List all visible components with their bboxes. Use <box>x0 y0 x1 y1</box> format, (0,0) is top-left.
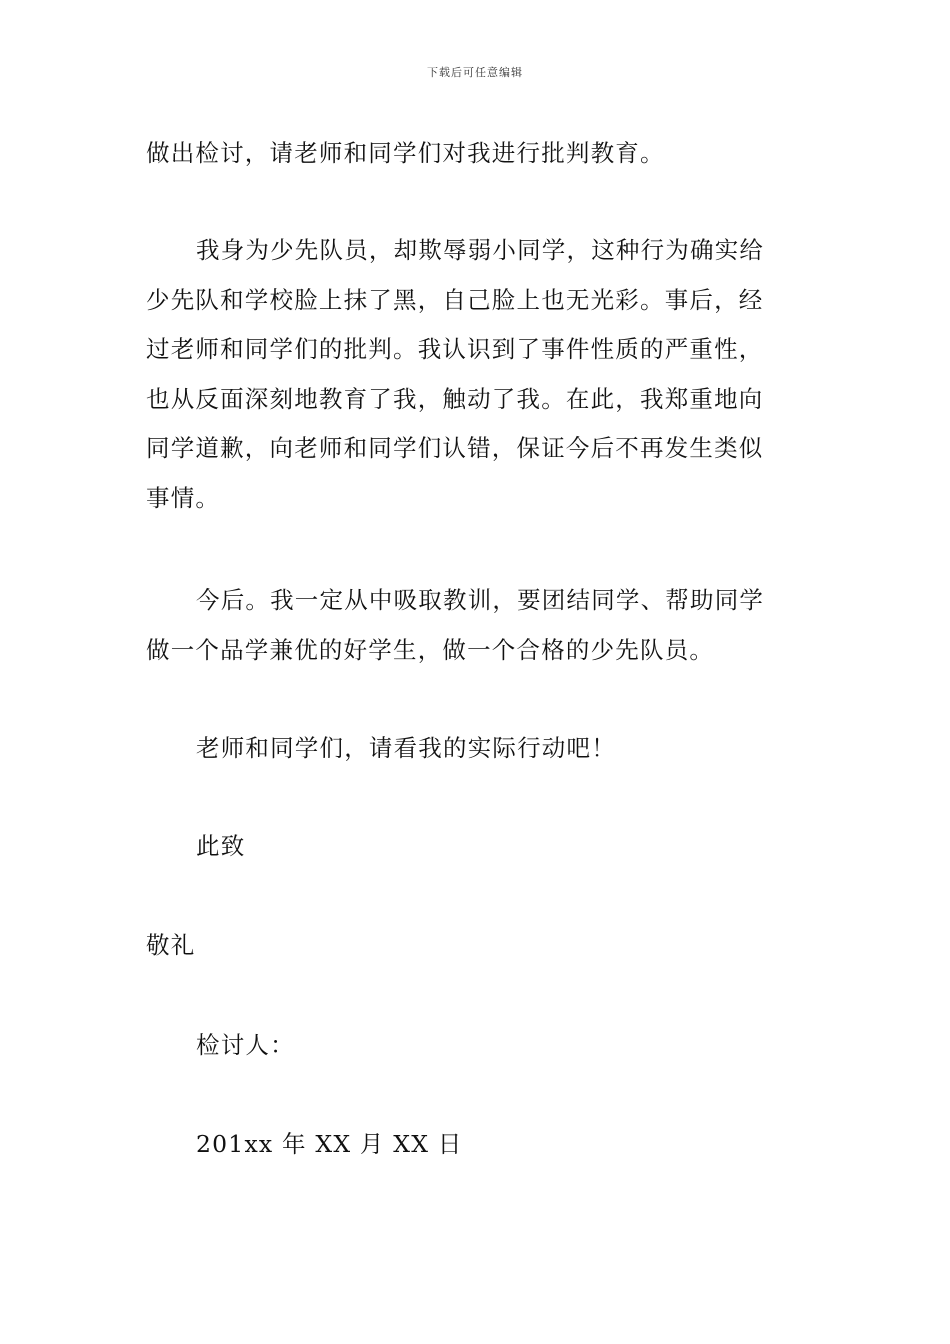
paragraph-apology <box>146 226 810 523</box>
paragraph-appeal <box>146 724 810 774</box>
text-line: 此致 <box>196 832 246 860</box>
text-line: 老师和同学们，请看我的实际行动吧！ <box>196 734 616 762</box>
text-line: 我身为少先队员，却欺辱弱小同学，这种行为确实给 <box>196 236 765 264</box>
text-line: 敬礼 <box>146 931 196 959</box>
text-line: 201xx 年 XX 月 XX 日 <box>196 1130 463 1158</box>
text-line: 检讨人： <box>196 1031 295 1059</box>
text-line: 同学道歉，向老师和同学们认错，保证今后不再发生类似 <box>146 434 764 462</box>
signature-line <box>146 1021 810 1071</box>
text-line: 过老师和同学们的批判。我认识到了事件性质的严重性， <box>146 335 764 363</box>
page-header-note: 下载后可任意编辑 <box>427 66 523 79</box>
text-line: 也从反面深刻地教育了我，触动了我。在此，我郑重地向 <box>146 384 764 413</box>
closing-regards <box>146 921 810 971</box>
paragraph-promise <box>146 576 810 675</box>
text-line: 今后。我一定从中吸取教训，要团结同学、帮助同学 <box>196 586 765 614</box>
text-line: 事情。 <box>146 483 221 512</box>
paragraph-opening-line <box>146 129 810 179</box>
text-line: 做出检讨，请老师和同学们对我进行批判教育。 <box>146 139 665 167</box>
date-line <box>146 1120 810 1170</box>
text-line: 做一个品学兼优的好学生，做一个合格的少先队员。 <box>146 635 715 664</box>
text-line: 少先队和学校脸上抹了黑，自己脸上也无光彩。事后，经 <box>146 285 764 314</box>
closing-salutation <box>146 822 810 872</box>
